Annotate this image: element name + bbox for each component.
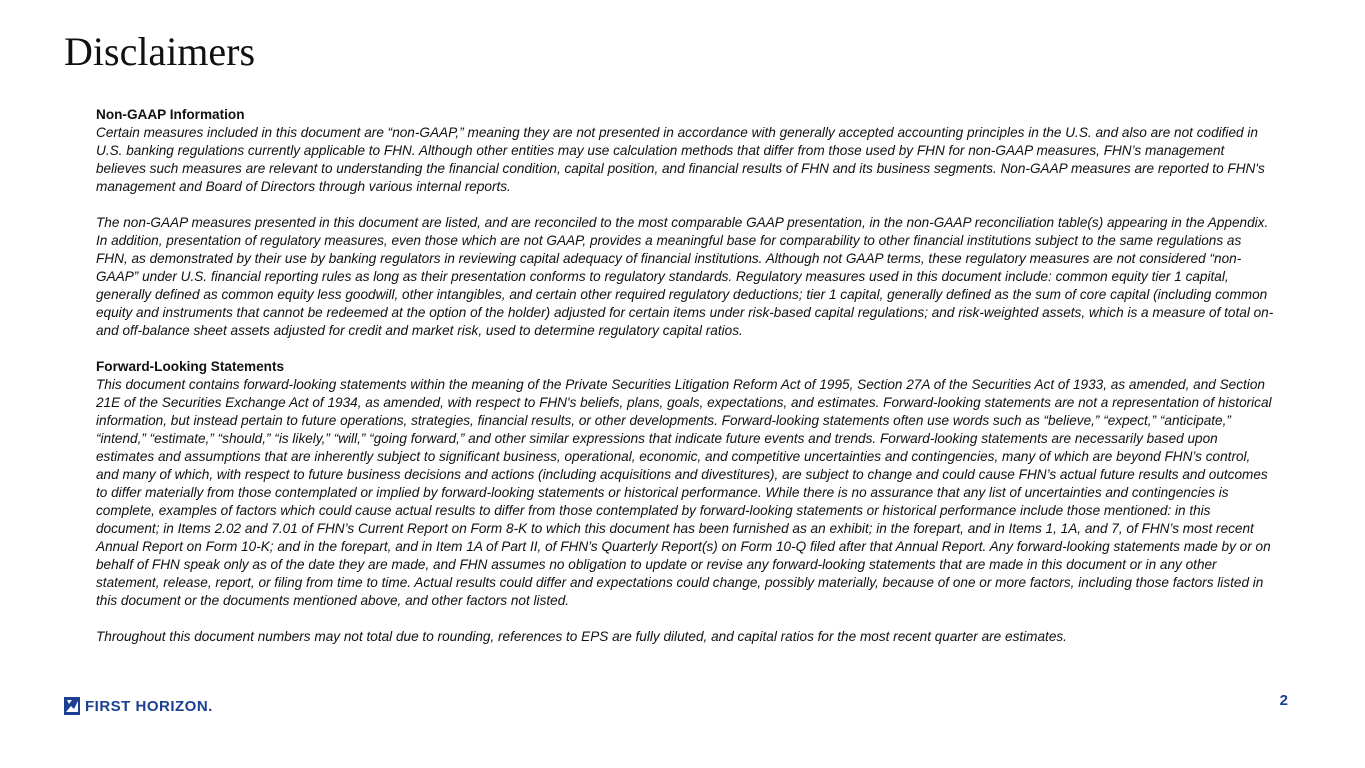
page-number: 2 — [1279, 692, 1288, 709]
forward-looking-paragraph: This document contains forward-looking statements within the meaning of the Private Securities Litigation Reform Act of 1995, Section 27A of the Securities Act of 1933, as amended, and Section 21E of the Securities Exchange Act of 1934, as amended, with respect to FHN's beliefs, plans, goals, expectations, and estimates. Forward-looking statements are not a representation of historical information, but instead pertain to future operations, strategies, financial results, or other developments. Forward-looking statements often use words such as “believe,” “expect,” “anticipate,” “intend,” “estimate,” “should,” “is likely,” “will,” “going forward,” and other similar expressions that indicate future events and trends. Forward-looking statements are necessarily based upon estimates and assumptions that are inherently subject to significant business, operational, economic, and competitive uncertainties and contingencies, many of which are beyond FHN’s control, and many of which, with respect to future business decisions and actions (including acquisitions and divestitures), are subject to change and could cause FHN’s actual future results and outcomes to differ materially from those contemplated or implied by forward-looking statements or historical performance. While there is no assurance that any list of uncertainties and contingencies is complete, examples of factors which could cause actual results to differ from those contemplated by forward-looking statements or historical performance include those mentioned: in this document; in Items 2.02 and 7.01 of FHN’s Current Report on Form 8-K to which this document has been furnished as an exhibit; in the forepart, and in Items 1, 1A, and 7, of FHN’s most recent Annual Report on Form 10-K; and in the forepart, and in Item 1A of Part II, of FHN’s Quarterly Report(s) on Form 10-Q filed after that Annual Report. Any forward-looking statements made by or on behalf of FHN speak only as of the date they are made, and FHN assumes no obligation to update or revise any forward-looking statements that are made in this document or in any other statement, release, report, or filing from time to time. Actual results could differ and expectations could change, possibly materially, because of one or more factors, including those factors listed in this document or the documents mentioned above, and other factors not listed. — [96, 377, 1272, 608]
first-horizon-flag-icon — [64, 697, 80, 715]
logo-wordmark: FIRST HORIZON — [85, 697, 209, 715]
page-title: Disclaimers — [64, 29, 256, 74]
non-gaap-paragraph-1: Certain measures included in this document are “non-GAAP,” meaning they are not presented in accordance with generally accepted accounting principles in the U.S. and also are not codified in U.S. banking regulations currently applicable to FHN. Although other entities may use calculation methods that differ from those used by FHN for non-GAAP measures, FHN’s management believes such measures are relevant to understanding the financial condition, capital position, and financial results of FHN and its business segments. Non-GAAP measures are reported to FHN's management and Board of Directors through various internal reports. — [96, 125, 1265, 194]
logo-registered-dot: . — [208, 697, 213, 715]
forward-looking-heading: Forward-Looking Statements — [96, 359, 285, 374]
non-gaap-paragraph-2: The non-GAAP measures presented in this document are listed, and are reconciled to the most comparable GAAP presentation, in the non-GAAP reconciliation table(s) appearing in the Appendix. In addition, presentation of regulatory measures, even those which are not GAAP, provides a meaningful base for comparability to other financial institutions subject to the same regulations as FHN, as demonstrated by their use by banking regulators in reviewing capital adequacy of financial institutions. Although not GAAP terms, these regulatory measures are not considered “non-GAAP” under U.S. financial reporting rules as long as their presentation conforms to regulatory standards. Regulatory measures used in this document include: common equity tier 1 capital, generally defined as common equity less goodwill, other intangibles, and certain other required regulatory deductions; tier 1 capital, generally defined as the sum of core capital (including common equity and instruments that cannot be redeemed at the option of the holder) adjusted for certain items under risk-based capital regulations; and risk-weighted assets, which is a measure of total on- and off-balance sheet assets adjusted for credit and market risk, used to determine regulatory capital ratios. — [96, 215, 1274, 338]
rounding-note: Throughout this document numbers may not total due to rounding, references to EPS are fully diluted, and capital ratios for the most recent quarter are estimates. — [96, 629, 1067, 644]
first-horizon-logo — [64, 696, 212, 716]
non-gaap-heading: Non-GAAP Information — [96, 107, 245, 122]
disclaimer-body — [96, 106, 1274, 664]
